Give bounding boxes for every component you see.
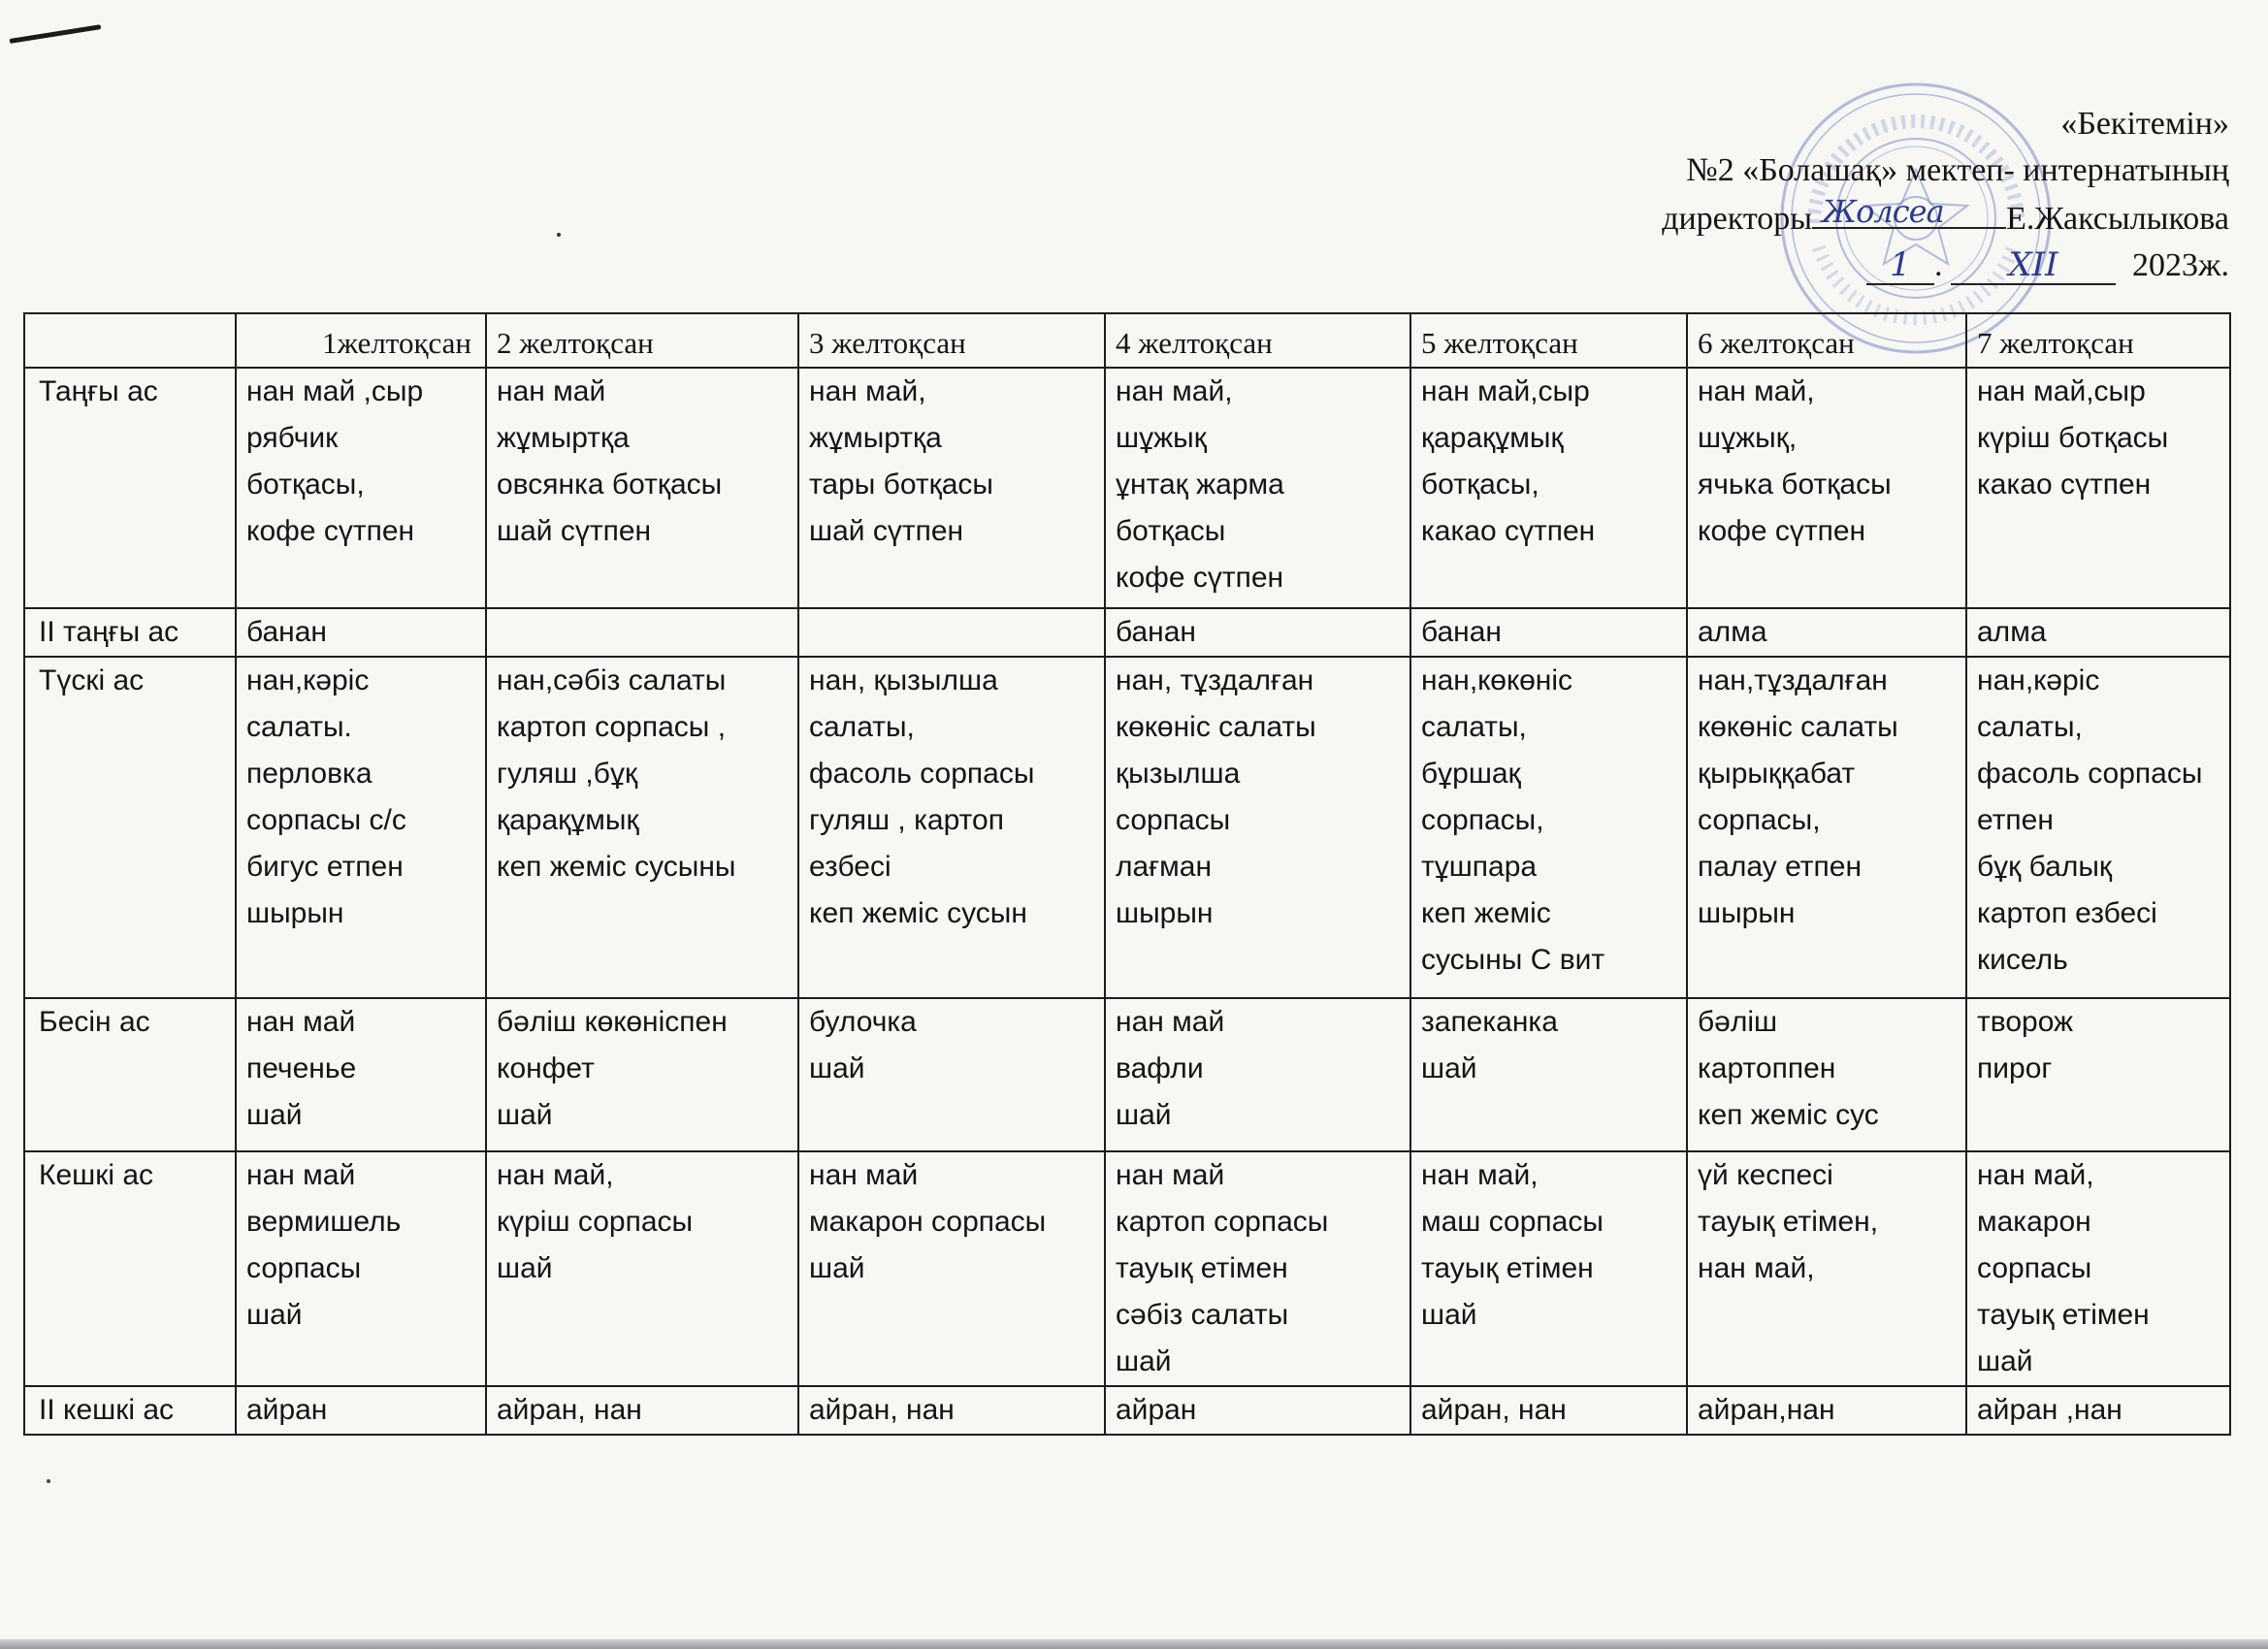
dish-item: тауық етімен [1116, 1252, 1288, 1284]
dish-item: макарон сорпасы [809, 1206, 1047, 1238]
menu-cell [1966, 608, 2230, 657]
dish-item: салаты. [246, 711, 352, 743]
dish-item: гуляш , картоп [809, 804, 1004, 836]
dish-item: макарон [1977, 1206, 2091, 1238]
dish-item: айран, нан [1421, 1394, 1567, 1426]
menu-cell [1966, 657, 2230, 998]
dish-item: шырын [1698, 897, 1796, 929]
menu-cell [1966, 1386, 2230, 1435]
meal-label [24, 1151, 236, 1386]
day-header: 7 желтоқсан [1966, 313, 2230, 368]
menu-cell [1105, 608, 1410, 657]
header-row [24, 313, 2230, 368]
day-header: 5 желтоқсан [1410, 313, 1687, 368]
meal-label [24, 1386, 236, 1435]
signature-line [1812, 194, 2006, 229]
dish-item: айран,нан [1698, 1394, 1835, 1426]
menu-cell [1966, 998, 2230, 1151]
dish-item: нан май, [1698, 375, 1815, 407]
meal-name: Бесін ас [39, 1006, 150, 1038]
dish-item: айран ,нан [1977, 1394, 2122, 1426]
dish-item: қызылша [1116, 758, 1241, 790]
dish-item: сорпасы [246, 1252, 362, 1284]
meal-name: Таңғы ас [39, 375, 158, 407]
dish-item: перловка [246, 758, 373, 790]
dish-item: нан май,сыр [1421, 375, 1590, 407]
menu-cell [1410, 368, 1687, 608]
meal-row [24, 998, 2230, 1151]
dish-item: нан май, [1421, 1159, 1539, 1191]
dish-item: қарақұмық [497, 804, 639, 836]
dish-item: жұмыртқа [809, 422, 942, 454]
dish-item: вафли [1116, 1052, 1204, 1084]
dish-item: салаты, [1421, 711, 1527, 743]
dish-item: нан май [246, 1159, 356, 1191]
corner-cell [24, 313, 236, 368]
menu-table [23, 312, 2231, 1436]
dish-item: ұнтақ жарма [1116, 469, 1284, 501]
dish-item: тұшпара [1421, 851, 1538, 883]
dish-item: бигус етпен [246, 851, 404, 883]
dish-item: сорпасы с/с [246, 804, 406, 836]
menu-cell [798, 998, 1105, 1151]
dish-item: гуляш ,бұқ [497, 758, 638, 790]
dish-item: картоп езбесі [1977, 897, 2157, 929]
date-separator: . [1934, 247, 1943, 283]
dish-item: маш сорпасы [1421, 1206, 1604, 1238]
dish-item: көкөніс салаты [1116, 711, 1316, 743]
day-header: 4 желтоқсан [1105, 313, 1410, 368]
meal-label [24, 657, 236, 998]
dish-item: рябчик [246, 422, 339, 454]
meal-row [24, 1386, 2230, 1435]
menu-cell [486, 1386, 798, 1435]
dish-item: етпен [1977, 804, 2054, 836]
dish-item: сорпасы, [1698, 804, 1821, 836]
meal-name: ІІ кешкі ас [39, 1394, 175, 1426]
dish-item: конфет [497, 1052, 595, 1084]
menu-cell [1966, 1151, 2230, 1386]
meal-label [24, 368, 236, 608]
dish-item: сорпасы, [1421, 804, 1544, 836]
dish-item: салаты, [809, 711, 915, 743]
menu-cell [1410, 608, 1687, 657]
menu-cell [1105, 657, 1410, 998]
dish-item: салаты, [1977, 711, 2083, 743]
dish-item: палау етпен [1698, 851, 1863, 883]
dish-item: шай [246, 1099, 303, 1131]
dish-item: нан,кәріс [1977, 664, 2100, 696]
meal-label [24, 608, 236, 657]
dish-item: какао сүтпен [1421, 515, 1596, 547]
day-header: 2 желтоқсан [486, 313, 798, 368]
dish-item: лағман [1116, 851, 1213, 883]
dish-item: нан май, [497, 1159, 614, 1191]
dish-item: жұмыртқа [497, 422, 630, 454]
dish-item: нан май, [1977, 1159, 2094, 1191]
menu-cell [236, 998, 486, 1151]
dish-item: фасоль сорпасы [809, 758, 1035, 790]
menu-cell [1105, 1386, 1410, 1435]
dish-item: алма [1698, 616, 1767, 648]
menu-cell [1410, 1151, 1687, 1386]
dish-item: шай [497, 1252, 553, 1284]
dish-item: шай [1977, 1345, 2033, 1377]
dish-item: булочка [809, 1006, 917, 1038]
menu-cell [798, 1151, 1105, 1386]
approval-title: «Бекітемін» [2060, 106, 2229, 142]
dish-item: банан [1421, 616, 1502, 648]
menu-cell [1687, 608, 1966, 657]
meal-row [24, 368, 2230, 608]
dish-item: шай [809, 1052, 865, 1084]
dish-item: айран, нан [497, 1394, 642, 1426]
dish-item: қырыққабат [1698, 758, 1856, 790]
dish-item: овсянка ботқасы [497, 469, 723, 501]
dish-item: нан май [246, 1006, 356, 1038]
dish-item: тауық етімен [1977, 1299, 2150, 1331]
dish-item: бәліш көкөніспен [497, 1006, 728, 1038]
dish-item: фасоль сорпасы [1977, 758, 2203, 790]
dish-item: сәбіз салаты [1116, 1299, 1289, 1331]
dish-item: нан май, [1116, 375, 1233, 407]
menu-cell [798, 368, 1105, 608]
dish-item: нан,кәріс [246, 664, 370, 696]
dish-item: нан,көкөніс [1421, 664, 1573, 696]
menu-cell [1105, 368, 1410, 608]
dish-item: тауық етімен, [1698, 1206, 1879, 1238]
dish-item: үй кеспесі [1698, 1159, 1833, 1191]
dish-item: сорпасы [1977, 1252, 2092, 1284]
menu-cell [798, 657, 1105, 998]
dish-item: шай [1116, 1099, 1172, 1131]
dish-item: шай [497, 1099, 553, 1131]
menu-cell [1105, 1151, 1410, 1386]
dish-item: нан,сәбіз салаты [497, 664, 727, 696]
dish-item: картоп сорпасы , [497, 711, 727, 743]
dish-item: езбесі [809, 851, 891, 883]
dish-item: картоппен [1698, 1052, 1836, 1084]
menu-cell [1687, 368, 1966, 608]
dish-item: қарақұмық [1421, 422, 1564, 454]
day-header: 3 желтоқсан [798, 313, 1105, 368]
dish-item: шай [1421, 1299, 1477, 1331]
dish-item: банан [1116, 616, 1196, 648]
dish-item: айран [1116, 1394, 1197, 1426]
dish-item: бұқ балық [1977, 851, 2113, 883]
dish-item: шұжық, [1698, 422, 1798, 454]
dish-item: күріш ботқасы [1977, 422, 2169, 454]
menu-cell [236, 1151, 486, 1386]
dish-item: кофе сүтпен [1698, 515, 1866, 547]
dish-item: алма [1977, 616, 2047, 648]
school-name: №2 «Болашақ» мектеп- интернатының [1686, 152, 2229, 188]
day-header: 6 желтоқсан [1687, 313, 1966, 368]
meal-label [24, 998, 236, 1151]
dish-item: кеп жеміс сус [1698, 1099, 1879, 1131]
meal-name: Кешкі ас [39, 1159, 154, 1191]
dish-item: көкөніс салаты [1698, 711, 1898, 743]
dish-item: шай сүтпен [809, 515, 964, 547]
meal-row [24, 657, 2230, 998]
dish-item: сорпасы [1116, 804, 1231, 836]
director-line [1531, 194, 2229, 242]
dish-item: печенье [246, 1052, 357, 1084]
meal-name: ІІ таңғы ас [39, 616, 179, 648]
dish-item: нан май,сыр [1977, 375, 2146, 407]
dish-item: шұжық [1116, 422, 1207, 454]
scan-edge [0, 1639, 2268, 1649]
dish-item: ботқасы, [1421, 469, 1539, 501]
meal-row [24, 608, 2230, 657]
dish-item: нан, қызылша [809, 664, 998, 696]
dish-item: нан,тұздалған [1698, 664, 1888, 696]
date-day: 1 [1866, 246, 1934, 285]
director-prefix: директоры [1662, 201, 1813, 237]
menu-cell [1410, 1386, 1687, 1435]
dish-item: кисель [1977, 944, 2068, 976]
dish-item: нан май, [809, 375, 926, 407]
dish-item: картоп сорпасы [1116, 1206, 1329, 1238]
signature-mark: Жолсеа [1822, 193, 1944, 230]
day-header: 1желтоқсан [236, 313, 486, 368]
dish-item: нан, тұздалған [1116, 664, 1314, 696]
dish-item: күріш сорпасы [497, 1206, 694, 1238]
menu-cell [1105, 998, 1410, 1151]
menu-cell [798, 608, 1105, 657]
menu-cell [1687, 657, 1966, 998]
approval-date [1531, 242, 2229, 289]
menu-cell [1687, 1386, 1966, 1435]
menu-cell [486, 608, 798, 657]
director-name: Е.Жаксылыкова [2006, 201, 2229, 237]
dish-item: кофе сүтпен [1116, 562, 1284, 594]
dish-item: творож [1977, 1006, 2074, 1038]
dish-item: шай сүтпен [497, 515, 652, 547]
dish-item: шырын [246, 897, 344, 929]
dish-item: банан [246, 616, 327, 648]
meal-row [24, 1151, 2230, 1386]
menu-cell [236, 1386, 486, 1435]
date-month: XII [1951, 246, 2116, 285]
menu-cell [486, 1151, 798, 1386]
dish-item: нан май [1116, 1159, 1225, 1191]
dish-item: пирог [1977, 1052, 2053, 1084]
dish-item: айран, нан [809, 1394, 955, 1426]
scan-dot [47, 1479, 50, 1483]
menu-cell [486, 368, 798, 608]
dish-item: бәліш [1698, 1006, 1778, 1038]
dish-item: нан май [1116, 1006, 1225, 1038]
approval-block [1531, 101, 2229, 289]
menu-cell [1687, 998, 1966, 1151]
scan-dot [557, 233, 561, 237]
dish-item: ботқасы [1116, 515, 1226, 547]
dish-item: кеп жеміс сусын [809, 897, 1027, 929]
menu-cell [236, 657, 486, 998]
date-year: 2023ж. [2132, 247, 2229, 283]
dish-item: тауық етімен [1421, 1252, 1594, 1284]
dish-item: айран [246, 1394, 328, 1426]
dish-item: запеканка [1421, 1006, 1558, 1038]
menu-cell [798, 1386, 1105, 1435]
meal-name: Түскі ас [39, 664, 145, 696]
dish-item: нан май [809, 1159, 919, 1191]
menu-cell [1410, 657, 1687, 998]
dish-item: шай [1116, 1345, 1172, 1377]
menu-cell [486, 657, 798, 998]
dish-item: шырын [1116, 897, 1214, 929]
dish-item: бұршақ [1421, 758, 1521, 790]
menu-cell [1410, 998, 1687, 1151]
dish-item: кеп жеміс сусыны [497, 851, 736, 883]
dish-item: шай [246, 1299, 303, 1331]
dish-item: нан май, [1698, 1252, 1815, 1284]
menu-cell [1966, 368, 2230, 608]
dish-item: шай [1421, 1052, 1477, 1084]
dish-item: какао сүтпен [1977, 469, 2152, 501]
dish-item: сусыны С вит [1421, 944, 1605, 976]
dish-item: нан май [497, 375, 606, 407]
dish-item: ячька ботқасы [1698, 469, 1892, 501]
menu-cell [486, 998, 798, 1151]
dish-item: шай [809, 1252, 865, 1284]
dish-item: нан май ,сыр [246, 375, 424, 407]
menu-cell [236, 608, 486, 657]
menu-cell [236, 368, 486, 608]
dish-item: кофе сүтпен [246, 515, 415, 547]
dish-item: ботқасы, [246, 469, 365, 501]
dish-item: кеп жеміс [1421, 897, 1551, 929]
dish-item: вермишель [246, 1206, 402, 1238]
scan-mark [10, 24, 102, 44]
dish-item: тары ботқасы [809, 469, 993, 501]
menu-cell [1687, 1151, 1966, 1386]
